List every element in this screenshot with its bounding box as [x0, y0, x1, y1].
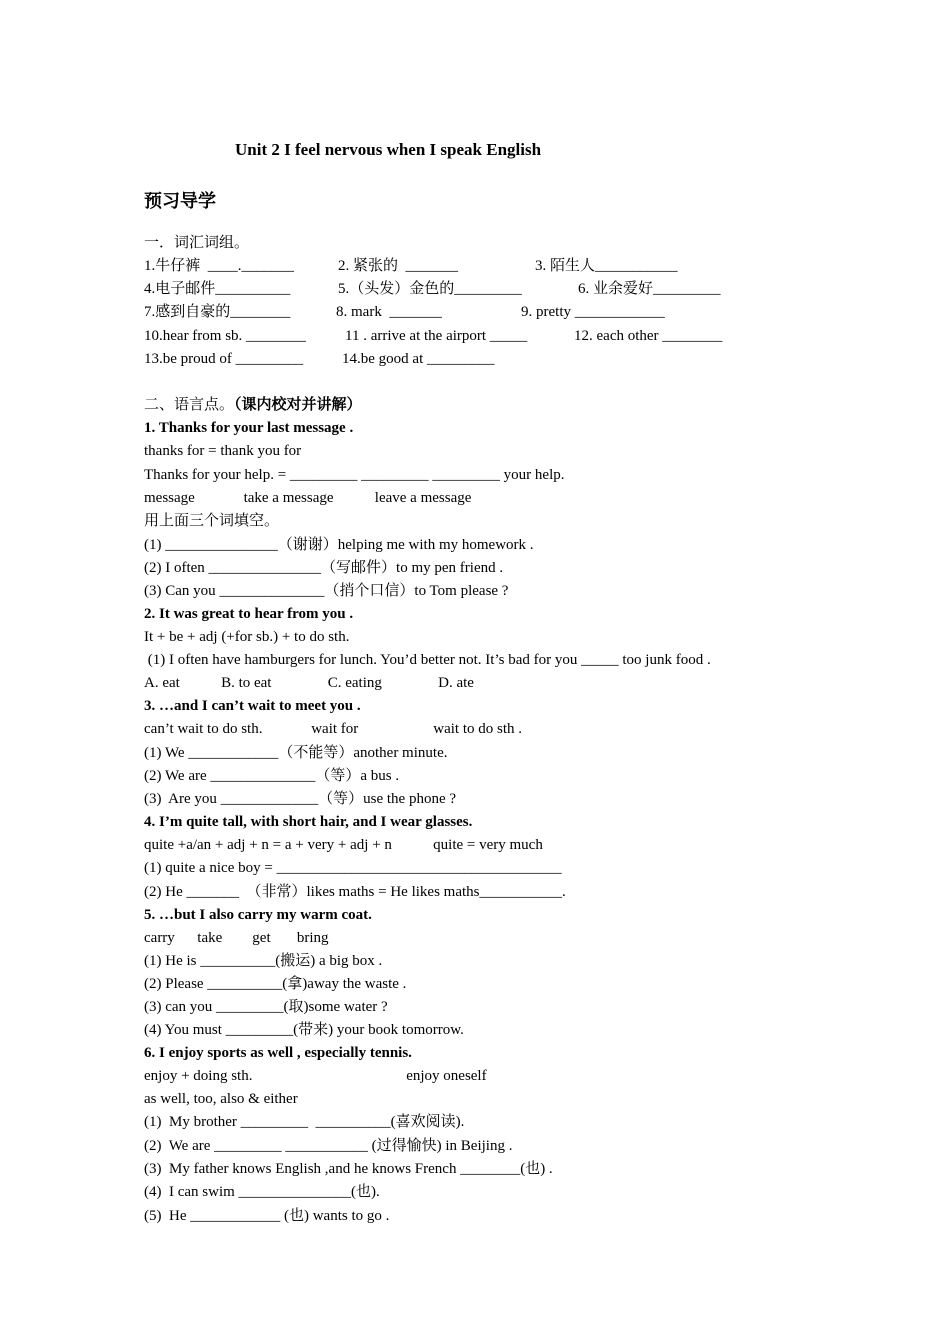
exercise-line: thanks for = thank you for [144, 443, 302, 459]
exercise-line: quite +a/an + adj + n = a + very + adj + n quite = very much [144, 837, 543, 853]
exercise-line: (3) Are you _____________（等）use the phone ? [144, 791, 457, 807]
exercise-line: (1) My brother _________ __________(喜欢阅读). [144, 1114, 465, 1130]
exercise-line: (4) You must _________(带来) your book tomorrow. [144, 1022, 464, 1038]
part2-heading-plain: 二、语言点。 [144, 397, 235, 413]
exercise-line: Thanks for your help. = _________ _________ _________ your help. [144, 467, 565, 483]
vocab-item: 9. pretty ____________ [521, 304, 665, 320]
exercise-line: (1) We ____________（不能等）another minute. [144, 745, 448, 761]
exercise-line: (4) I can swim _______________(也). [144, 1184, 380, 1200]
vocab-item: 2. 紧张的 _______ [338, 258, 459, 274]
exercise-line: (2) Please __________(拿)away the waste . [144, 976, 407, 992]
exercise-line: carry take get bring [144, 930, 329, 946]
point-heading: 4. I’m quite tall, with short hair, and I wear glasses. [144, 814, 473, 830]
vocab-item: 10.hear from sb. ________ [144, 328, 307, 344]
exercise-line: (2) He _______ （非常）likes maths = He likes maths___________. [144, 884, 566, 900]
exercise-line: (3) Can you ______________（捎个口信）to Tom please ? [144, 583, 509, 599]
vocab-item: 6. 业余爱好_________ [578, 281, 721, 297]
vocab-item: 3. 陌生人___________ [535, 258, 678, 274]
point-heading: 1. Thanks for your last message . [144, 420, 354, 436]
point-heading: 2. It was great to hear from you . [144, 606, 354, 622]
exercise-line: (1) He is __________(搬运) a big box . [144, 953, 383, 969]
exercise-line: A. eat B. to eat C. eating D. ate [144, 675, 474, 691]
section-heading: 预习导学 [144, 191, 216, 211]
exercise-line: message take a message leave a message [144, 490, 472, 506]
vocab-item: 1.牛仔裤 ____._______ [144, 258, 295, 274]
vocab-item: 13.be proud of _________ [144, 351, 304, 367]
exercise-line: (3) can you _________(取)some water ? [144, 999, 388, 1015]
vocab-item: 8. mark _______ [336, 304, 442, 320]
vocab-item: 11 . arrive at the airport _____ [345, 328, 528, 344]
exercise-line: 用上面三个词填空。 [144, 513, 280, 529]
document-title: Unit 2 I feel nervous when I speak English [235, 140, 542, 159]
vocab-item: 4.电子邮件__________ [144, 281, 291, 297]
exercise-line: as well, too, also & either [144, 1091, 298, 1107]
exercise-line: (2) We are ______________（等）a bus . [144, 768, 400, 784]
exercise-line: It + be + adj (+for sb.) + to do sth. [144, 629, 350, 645]
exercise-line: (2) We are _________ ___________ (过得愉快) in Beijing . [144, 1138, 513, 1154]
exercise-line: (2) I often _______________（写邮件）to my pen friend . [144, 560, 504, 576]
point-heading: 6. I enjoy sports as well , especially tennis. [144, 1045, 412, 1061]
exercise-line: enjoy + doing sth. enjoy oneself [144, 1068, 487, 1084]
part1-heading: 一．词汇词组。 [144, 235, 250, 251]
exercise-line: (1) _______________（谢谢）helping me with my homework . [144, 537, 534, 553]
vocab-item: 12. each other ________ [574, 328, 723, 344]
exercise-line: can’t wait to do sth. wait for wait to do sth . [144, 721, 523, 737]
vocab-item: 14.be good at _________ [342, 351, 495, 367]
exercise-line: (3) My father knows English ,and he knows French ________(也) . [144, 1161, 553, 1177]
exercise-line: (5) He ____________ (也) wants to go . [144, 1208, 390, 1224]
vocab-item: 7.感到自豪的________ [144, 304, 291, 320]
exercise-line: (1) quite a nice boy = ______________________________________ [144, 860, 562, 876]
part2-heading [144, 396, 362, 414]
point-heading: 5. …but I also carry my warm coat. [144, 907, 372, 923]
exercise-line: (1) I often have hamburgers for lunch. You’d better not. It’s bad for you _____ too junk food . [144, 652, 711, 668]
point-heading: 3. …and I can’t wait to meet you . [144, 698, 361, 714]
vocab-item: 5.（头发）金色的_________ [338, 281, 522, 297]
part2-heading-bold: （课内校对并讲解） [234, 397, 362, 413]
